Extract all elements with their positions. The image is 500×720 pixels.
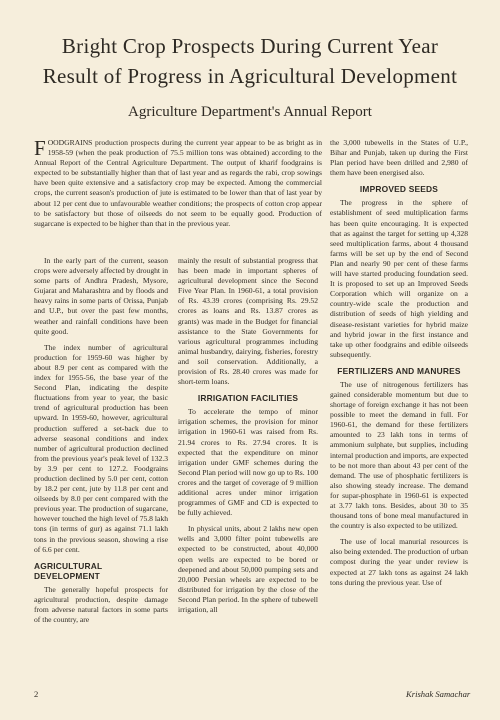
column-3 xyxy=(330,138,468,688)
page-number: 2 xyxy=(34,689,39,699)
drop-cap: F xyxy=(34,138,46,160)
column-1 xyxy=(34,256,168,688)
lead-paragraph xyxy=(34,138,322,235)
paragraph: The use of nitrogenous fertilizers has gained considerable momentum but due to shortage of foreign exchange it has not been possible to meet the demand in full. For 1960-61, the demand for these fertilizers amounted to 23 lakh tons in terms of ammonium sulphate, but supplies, including internal production and imports, are expected to be not more than about 43 per cent of the demand. The use of phosphatic fertilizers is also showing steady increase. The demand for supar-phosphate in 1960-61 is expected at 3.77 lakh tons. Besides, about 30 to 35 thousand tons of bone meal manufactured in the country is also expected to be utilized. xyxy=(330,379,468,531)
section-heading: AGRICULTURAL DEVELOPMENT xyxy=(34,560,103,581)
headline-line-2: Result of Progress in Agricultural Development xyxy=(42,64,458,88)
subheadline: Agriculture Department's Annual Report xyxy=(128,104,372,120)
paragraph: the 3,000 tubewells in the States of U.P., Bihar and Punjab, taken up during the First Plan period have been drilled and 2,980 of them have been energised also. xyxy=(330,138,468,178)
section-heading: IMPROVED SEEDS xyxy=(359,184,439,195)
paragraph: In the early part of the current, season crops were adversely affected by drought in some parts of Andhra Pradesh, Mysore, Gujarat and Maharashtra and by floods and heavy rains in some parts of Orissa, Punjab and U.P., but over the past few months, weather and rainfall conditions have been quite good. xyxy=(34,256,168,336)
section-heading: FERTILIZERS AND MANURES xyxy=(337,365,461,376)
paragraph: The index number of agricultural production for 1959-60 was higher by about 8.9 per cent as compared with the index for 1955-56, the base year of the Second Plan, indicating the despite fluctuations from year to year, the basic trend of agricultural production has been upward. In 1959-60, however, agricultural production suffered a set-back due to adverse seasonal conditions and index number of agricultural production declined from the previous year's peak level of 132.3 by 3.9 per cent to 127.2. Foodgrains production declined by 5.0 per cent, cotton by 18.2 per cent, jute by 11.8 per cent and oilseeds by 8.0 per cent compared with the previous year. The production of sugarcane, however touched the high level of 75.8 lakh tons (in terms of gur) as against 71.1 lakh tons in the previous season, showing a rise of 6.6 per cent. xyxy=(34,342,168,554)
column-2 xyxy=(178,256,318,688)
lead-text: OODGRAINS production prospects during the current year appear to be as bright as in 1958-59 (when the peak production of 75.5 million tons was obtained) according to the Annual Report of the Central Agriculture Department. The output of kharif foodgrains is expected to be substantially higher than that of last year and as regards the rabi, crop sowings have been quite extensive and a satisfactory crop may be expected. Among the commercial crops, the current season's production of jute is estimated to be lower than that of last year by about 12 per cent due to unfavourable weather conditions; the prospects of cotton crop appear to be satisfactory but those of oilseeds do not seem to be equally good. Production of sugarcane is expected to be higher than that in the previous year. xyxy=(34,138,322,228)
paragraph: In physical units, about 2 lakhs new open wells and 3,000 filter point tubewells are expected to be constructed, about 40,000 open wells are expected to be bored or deepened and about 50,000 pumping sets and 20,000 Persian wheels are expected to be distributed for irrigation by the close of the Second Plan period. In the sphere of tubewell irrigation, all xyxy=(178,524,318,614)
paragraph: To accelerate the tempo of minor irrigation schemes, the provision for minor irrigation in 1960-61 was raised from Rs. 21.94 crores to Rs. 27.94 crores. It is expected that the expenditure on minor irrigation under GMF schemes during the Second Plan period will now go up to Rs. 100 crores and the target of coverage of 9 million additional acres under minor irrigation programmes of GMF and CD is expected to be fully achieved. xyxy=(178,407,318,518)
section-heading: IRRIGATION FACILITIES xyxy=(197,393,299,404)
paragraph: mainly the result of substantial progress that has been made in important spheres of agricultural development since the Second Five Year Plan. In 1960-61, a total provision of Rs. 43.39 crores (comprising Rs. 29.52 crores as loans and Rs. 13.87 crores as grants) was made in the Budget for financial assistance to the State Governments for various agricultural programmes including animal husbandry, dairying, fisheries, forestry and soil conservation. Additionally, a provision of Rs. 28.40 crores was made for short-term loans. xyxy=(178,256,318,387)
paragraph: The progress in the sphere of establishment of seed multiplication farms has been quite encouraging. It is expected that as against the target for setting up 4,328 seed multiplication farms, about 4 thousand farms will be set up by the end of Second Plan and nearly 90 per cent of these farms will have started producing foundation seed. It is proposed to set up an Improved Seeds Corporation which will organize on a country-wide scale the production and distribution of seeds of high yielding and disease-resistant varieties for hybrid maize and hybrid jowar in the first instance and take up other foodgrains and edible oilseeds subsequently. xyxy=(330,198,468,359)
headline-line-1: Bright Crop Prospects During Current Year xyxy=(61,34,439,58)
paragraph: The generally hopeful prospects for agricultural production, despite damage from adverse natural factors in some parts of the country, are xyxy=(34,584,168,624)
magazine-name: Krishak Samachar xyxy=(406,689,471,699)
paragraph: The use of local manurial resources is also being extended. The production of urban compost during the year under review is expected at 27 lakh tons as against 24 lakh tons during the previous year. Use of xyxy=(330,537,468,587)
